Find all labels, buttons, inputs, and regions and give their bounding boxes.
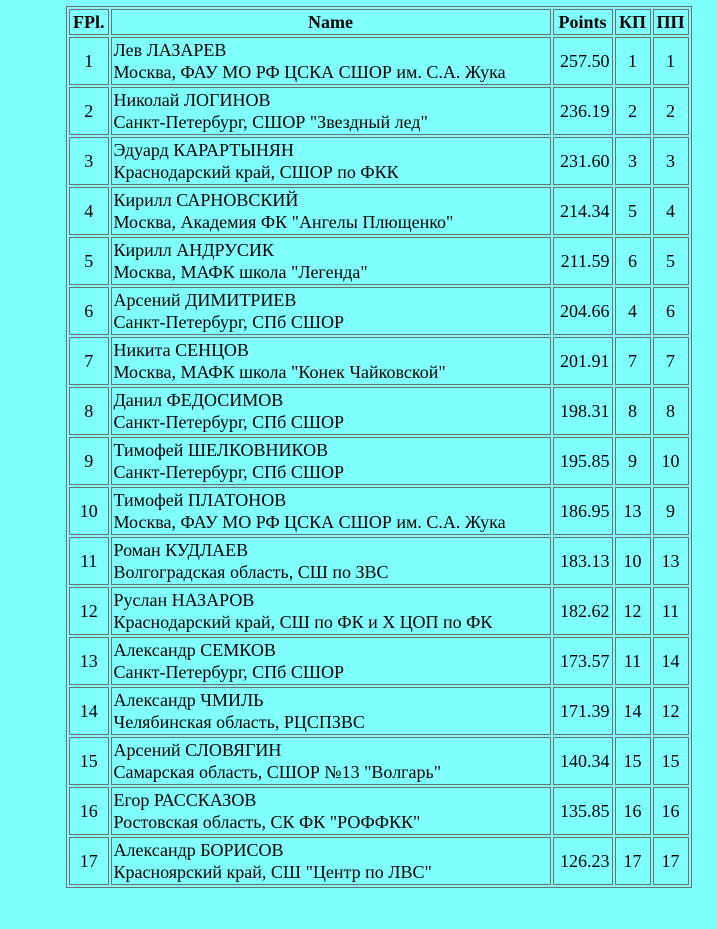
- points-cell: 214.34: [553, 187, 613, 235]
- kp-cell: 9: [615, 437, 651, 485]
- kp-cell: 15: [615, 737, 651, 785]
- points-cell: 231.60: [553, 137, 613, 185]
- skater-club: Санкт-Петербург, СПб СШОР: [113, 662, 345, 682]
- pp-cell: 8: [653, 387, 689, 435]
- results-table: [66, 6, 692, 888]
- place-cell: 4: [69, 187, 109, 235]
- pp-cell: 7: [653, 337, 689, 385]
- kp-cell: 13: [615, 487, 651, 535]
- skater-cell: [111, 437, 551, 485]
- place-cell: 5: [69, 237, 109, 285]
- skater-cell: [111, 137, 551, 185]
- points-cell: 182.62: [553, 587, 613, 635]
- place-cell: 10: [69, 487, 109, 535]
- skater-club: Ростовская область, СК ФК "РОФФКК": [113, 812, 421, 832]
- kp-cell: 7: [615, 337, 651, 385]
- points-cell: 201.91: [553, 337, 613, 385]
- place-cell: 13: [69, 637, 109, 685]
- place-cell: 15: [69, 737, 109, 785]
- skater-name: Арсений ДИМИТРИЕВ: [113, 290, 297, 310]
- skater-cell: [111, 837, 551, 885]
- skater-name: Александр ЧМИЛЬ: [113, 690, 264, 710]
- points-cell: 140.34: [553, 737, 613, 785]
- skater-cell: [111, 537, 551, 585]
- pp-cell: 4: [653, 187, 689, 235]
- kp-cell: 14: [615, 687, 651, 735]
- table-row: [69, 737, 689, 785]
- header-place: FPl.: [69, 9, 109, 35]
- place-cell: 12: [69, 587, 109, 635]
- skater-name: Александр СЕМКОВ: [113, 640, 276, 660]
- table-row: [69, 637, 689, 685]
- header-row: [69, 9, 689, 35]
- table-row: [69, 137, 689, 185]
- pp-cell: 13: [653, 537, 689, 585]
- skater-name: Арсений СЛОВЯГИН: [113, 740, 282, 760]
- skater-cell: [111, 487, 551, 535]
- skater-club: Москва, МАФК школа "Конек Чайковской": [113, 362, 446, 382]
- skater-name: Роман КУДЛАЕВ: [113, 540, 249, 560]
- skater-name: Тимофей ШЕЛКОВНИКОВ: [113, 440, 329, 460]
- points-cell: 183.13: [553, 537, 613, 585]
- pp-cell: 10: [653, 437, 689, 485]
- points-cell: 173.57: [553, 637, 613, 685]
- points-cell: 126.23: [553, 837, 613, 885]
- skater-club: Самарская область, СШОР №13 "Волгарь": [113, 762, 442, 782]
- skater-cell: [111, 87, 551, 135]
- skater-cell: [111, 737, 551, 785]
- points-cell: 198.31: [553, 387, 613, 435]
- skater-club: Санкт-Петербург, СПб СШОР: [113, 462, 345, 482]
- place-cell: 2: [69, 87, 109, 135]
- header-kp: КП: [615, 9, 651, 35]
- kp-cell: 5: [615, 187, 651, 235]
- table-row: [69, 487, 689, 535]
- table-row: [69, 337, 689, 385]
- pp-cell: 6: [653, 287, 689, 335]
- header-pp: ПП: [653, 9, 689, 35]
- pp-cell: 16: [653, 787, 689, 835]
- skater-club: Санкт-Петербург, СПб СШОР: [113, 412, 345, 432]
- skater-cell: [111, 287, 551, 335]
- kp-cell: 2: [615, 87, 651, 135]
- skater-club: Санкт-Петербург, СШОР "Звездный лед": [113, 112, 428, 132]
- skater-name: Тимофей ПЛАТОНОВ: [113, 490, 287, 510]
- kp-cell: 6: [615, 237, 651, 285]
- points-cell: 135.85: [553, 787, 613, 835]
- table-row: [69, 287, 689, 335]
- skater-name: Егор РАССКАЗОВ: [113, 790, 257, 810]
- skater-name: Эдуард КАРАРТЫНЯН: [113, 140, 294, 160]
- points-cell: 171.39: [553, 687, 613, 735]
- place-cell: 14: [69, 687, 109, 735]
- place-cell: 16: [69, 787, 109, 835]
- skater-name: Данил ФЕДОСИМОВ: [113, 390, 284, 410]
- kp-cell: 4: [615, 287, 651, 335]
- pp-cell: 17: [653, 837, 689, 885]
- header-name: Name: [111, 9, 551, 35]
- kp-cell: 12: [615, 587, 651, 635]
- pp-cell: 2: [653, 87, 689, 135]
- skater-name: Лев ЛАЗАРЕВ: [113, 40, 227, 60]
- skater-club: Волгоградская область, СШ по ЗВС: [113, 562, 389, 582]
- skater-club: Краснодарский край, СШОР по ФКК: [113, 162, 399, 182]
- table-row: [69, 837, 689, 885]
- kp-cell: 11: [615, 637, 651, 685]
- table-row: [69, 187, 689, 235]
- skater-cell: [111, 37, 551, 85]
- skater-club: Красноярский край, СШ "Центр по ЛВС": [113, 862, 432, 882]
- pp-cell: 12: [653, 687, 689, 735]
- points-cell: 236.19: [553, 87, 613, 135]
- table-row: [69, 87, 689, 135]
- table-row: [69, 237, 689, 285]
- pp-cell: 14: [653, 637, 689, 685]
- skater-cell: [111, 387, 551, 435]
- header-points: Points: [553, 9, 613, 35]
- table-row: [69, 787, 689, 835]
- skater-cell: [111, 587, 551, 635]
- skater-club: Москва, МАФК школа "Легенда": [113, 262, 368, 282]
- skater-name: Николай ЛОГИНОВ: [113, 90, 271, 110]
- skater-cell: [111, 337, 551, 385]
- skater-club: Москва, ФАУ МО РФ ЦСКА СШОР им. С.А. Жука: [113, 62, 506, 82]
- points-cell: 204.66: [553, 287, 613, 335]
- skater-name: Руслан НАЗАРОВ: [113, 590, 255, 610]
- skater-club: Москва, Академия ФК "Ангелы Плющенко": [113, 212, 454, 232]
- skater-club: Краснодарский край, СШ по ФК и Х ЦОП по ФК: [113, 612, 493, 632]
- points-cell: 195.85: [553, 437, 613, 485]
- skater-cell: [111, 787, 551, 835]
- table-row: [69, 387, 689, 435]
- kp-cell: 17: [615, 837, 651, 885]
- skater-cell: [111, 687, 551, 735]
- skater-club: Челябинская область, РЦСПЗВС: [113, 712, 365, 732]
- place-cell: 11: [69, 537, 109, 585]
- place-cell: 8: [69, 387, 109, 435]
- place-cell: 7: [69, 337, 109, 385]
- skater-name: Александр БОРИСОВ: [113, 840, 284, 860]
- pp-cell: 9: [653, 487, 689, 535]
- skater-cell: [111, 637, 551, 685]
- skater-cell: [111, 237, 551, 285]
- skater-club: Санкт-Петербург, СПб СШОР: [113, 312, 345, 332]
- table-row: [69, 587, 689, 635]
- kp-cell: 16: [615, 787, 651, 835]
- table-row: [69, 437, 689, 485]
- place-cell: 17: [69, 837, 109, 885]
- kp-cell: 10: [615, 537, 651, 585]
- pp-cell: 3: [653, 137, 689, 185]
- table-row: [69, 687, 689, 735]
- kp-cell: 8: [615, 387, 651, 435]
- skater-club: Москва, ФАУ МО РФ ЦСКА СШОР им. С.А. Жука: [113, 512, 506, 532]
- points-cell: 211.59: [553, 237, 613, 285]
- kp-cell: 1: [615, 37, 651, 85]
- place-cell: 1: [69, 37, 109, 85]
- place-cell: 9: [69, 437, 109, 485]
- pp-cell: 15: [653, 737, 689, 785]
- table-row: [69, 37, 689, 85]
- place-cell: 6: [69, 287, 109, 335]
- table-row: [69, 537, 689, 585]
- pp-cell: 1: [653, 37, 689, 85]
- pp-cell: 5: [653, 237, 689, 285]
- pp-cell: 11: [653, 587, 689, 635]
- skater-name: Кирилл САРНОВСКИЙ: [113, 190, 299, 210]
- place-cell: 3: [69, 137, 109, 185]
- points-cell: 257.50: [553, 37, 613, 85]
- skater-cell: [111, 187, 551, 235]
- skater-name: Никита СЕНЦОВ: [113, 340, 249, 360]
- skater-name: Кирилл АНДРУСИК: [113, 240, 274, 260]
- points-cell: 186.95: [553, 487, 613, 535]
- kp-cell: 3: [615, 137, 651, 185]
